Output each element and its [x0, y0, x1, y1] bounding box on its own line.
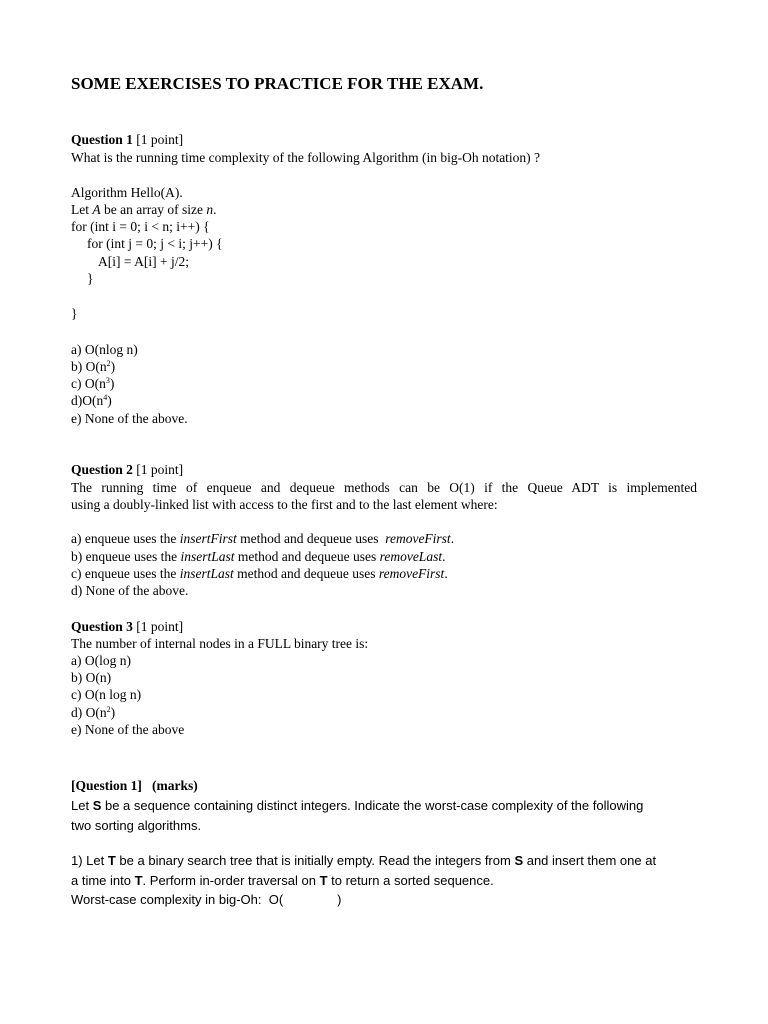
q3-prompt: The number of internal nodes in a FULL binary tree is: [71, 636, 369, 651]
q4-heading-line [71, 777, 198, 794]
q3-option-a: a) O(log n) [71, 653, 131, 668]
q2-prompt-line-1: The running time of enqueue and dequeue methods can be O(1) if the Queue ADT is implemented [71, 480, 697, 495]
q2-option-a-method-2: removeFirst [385, 531, 451, 546]
q2-prompt-line-2: using a doubly-linked list with access to the first and to the last element where: [71, 497, 498, 512]
q3-option-d-exponent: 2 [106, 705, 111, 714]
q3-heading: Question 3 [71, 619, 133, 634]
q4-marks: (marks) [152, 778, 198, 793]
q3-option-d-close: ) [110, 705, 116, 720]
q3-points: [1 point] [136, 619, 184, 634]
q4-heading: [Question 1] [71, 778, 142, 793]
q2-option-c [71, 565, 448, 582]
q4-part1b-post: to return a sorted sequence. [327, 873, 494, 888]
q4-worst-case-close: ) [337, 892, 342, 907]
q1-option-c-text: c) O(n [71, 376, 106, 391]
q4-worst-case-label: Worst-case complexity in big-Oh: O( [71, 892, 284, 907]
q2-option-b-pre: b) enqueue uses the [71, 549, 181, 564]
q1-option-c [71, 375, 114, 392]
q1-option-c-close: ) [109, 376, 115, 391]
q2-heading: Question 2 [71, 462, 133, 477]
q1-heading-line [71, 131, 183, 148]
q3-heading-line [71, 618, 183, 635]
q1-let-mid: be an array of size [100, 202, 207, 217]
q1-option-b [71, 358, 115, 375]
q4-part1-post: and insert them one at [523, 853, 657, 868]
q1-let-pre: Let [71, 202, 93, 217]
q1-option-d-close: ) [107, 393, 112, 408]
q2-option-b-dot: . [442, 549, 446, 564]
q2-option-c-dot: . [444, 566, 448, 581]
q2-option-c-mid: method and dequeue uses [233, 566, 379, 581]
q2-option-b-method-2: removeLast [379, 549, 443, 564]
q4-line-1 [71, 797, 643, 814]
q1-heading: Question 1 [71, 132, 133, 147]
q1-let-var: A [92, 202, 101, 217]
q2-option-b-method-1: insertLast [180, 549, 235, 564]
q4-line-1-S: S [92, 798, 102, 813]
q4-part1-T: T [107, 853, 116, 868]
q2-option-a-method-1: insertFirst [179, 531, 237, 546]
q1-let-n: n [206, 202, 214, 217]
q4-part1b-mid: . Perform in-order traversal on [142, 873, 320, 888]
q3-option-d [71, 704, 115, 721]
q1-prompt: What is the running time complexity of the following Algorithm (in big-Oh notation) ? [71, 150, 541, 165]
q1-code-line-2: for (int j = 0; j < i; j++) { [87, 236, 223, 251]
q2-option-b-mid: method and dequeue uses [234, 549, 380, 564]
q1-code-line-4: } [87, 271, 94, 286]
q3-option-b: b) O(n) [71, 670, 112, 685]
q4-line-1-pre: Let [71, 798, 93, 813]
q1-option-d [71, 392, 112, 409]
q1-option-b-exponent: 2 [106, 359, 111, 368]
q2-points: [1 point] [136, 462, 184, 477]
q3-option-d-text: d) O(n [71, 705, 107, 720]
q1-option-c-exponent: 3 [105, 376, 110, 385]
q1-option-a: a) O(nlog n) [71, 342, 138, 357]
q2-option-c-method-2: removeFirst [378, 566, 445, 581]
q1-let-line [71, 201, 216, 218]
q1-algo-name: Algorithm Hello(A). [71, 185, 183, 200]
q2-option-a [71, 530, 454, 547]
q4-line-2: two sorting algorithms. [71, 818, 202, 833]
q2-option-a-mid: method and dequeue uses [236, 531, 386, 546]
q4-part1b-T: T [134, 873, 143, 888]
q1-option-b-close: ) [110, 359, 116, 374]
q3-option-e: e) None of the above [71, 722, 185, 737]
q4-part1-pre: 1) Let [71, 853, 108, 868]
q1-points: [1 point] [136, 132, 184, 147]
q4-part1b-pre: a time into [71, 873, 135, 888]
q2-option-c-method-1: insertLast [179, 566, 234, 581]
q1-option-b-text: b) O(n [71, 359, 107, 374]
q4-part1-line-2 [71, 872, 494, 889]
q4-part1-S: S [514, 853, 524, 868]
q4-worst-case-line [71, 891, 342, 908]
q1-option-d-exponent: 4 [103, 393, 108, 402]
q1-option-d-text: d)O(n [71, 393, 104, 408]
q2-option-b [71, 548, 445, 565]
q4-part1b-T2: T [319, 873, 328, 888]
page-title: SOME EXERCISES TO PRACTICE FOR THE EXAM. [71, 74, 484, 93]
q1-code-line-3: A[i] = A[i] + j/2; [98, 254, 189, 269]
q1-option-e: e) None of the above. [71, 411, 188, 426]
q2-option-c-pre: c) enqueue uses the [71, 566, 180, 581]
q2-heading-line [71, 461, 183, 478]
q4-part1-mid: be a binary search tree that is initially empty. Read the integers from [115, 853, 515, 868]
q1-let-end: . [213, 202, 217, 217]
q1-code-line-1: for (int i = 0; i < n; i++) { [71, 219, 210, 234]
q4-part1-line-1 [71, 852, 656, 869]
q2-option-a-pre: a) enqueue uses the [71, 531, 180, 546]
q4-line-1-post: be a sequence containing distinct integers. Indicate the worst-case complexity of the following [101, 798, 644, 813]
q1-code-line-5: } [71, 306, 78, 321]
q2-option-a-dot: . [450, 531, 455, 546]
q2-option-d: d) None of the above. [71, 583, 189, 598]
q3-option-c: c) O(n log n) [71, 687, 142, 702]
